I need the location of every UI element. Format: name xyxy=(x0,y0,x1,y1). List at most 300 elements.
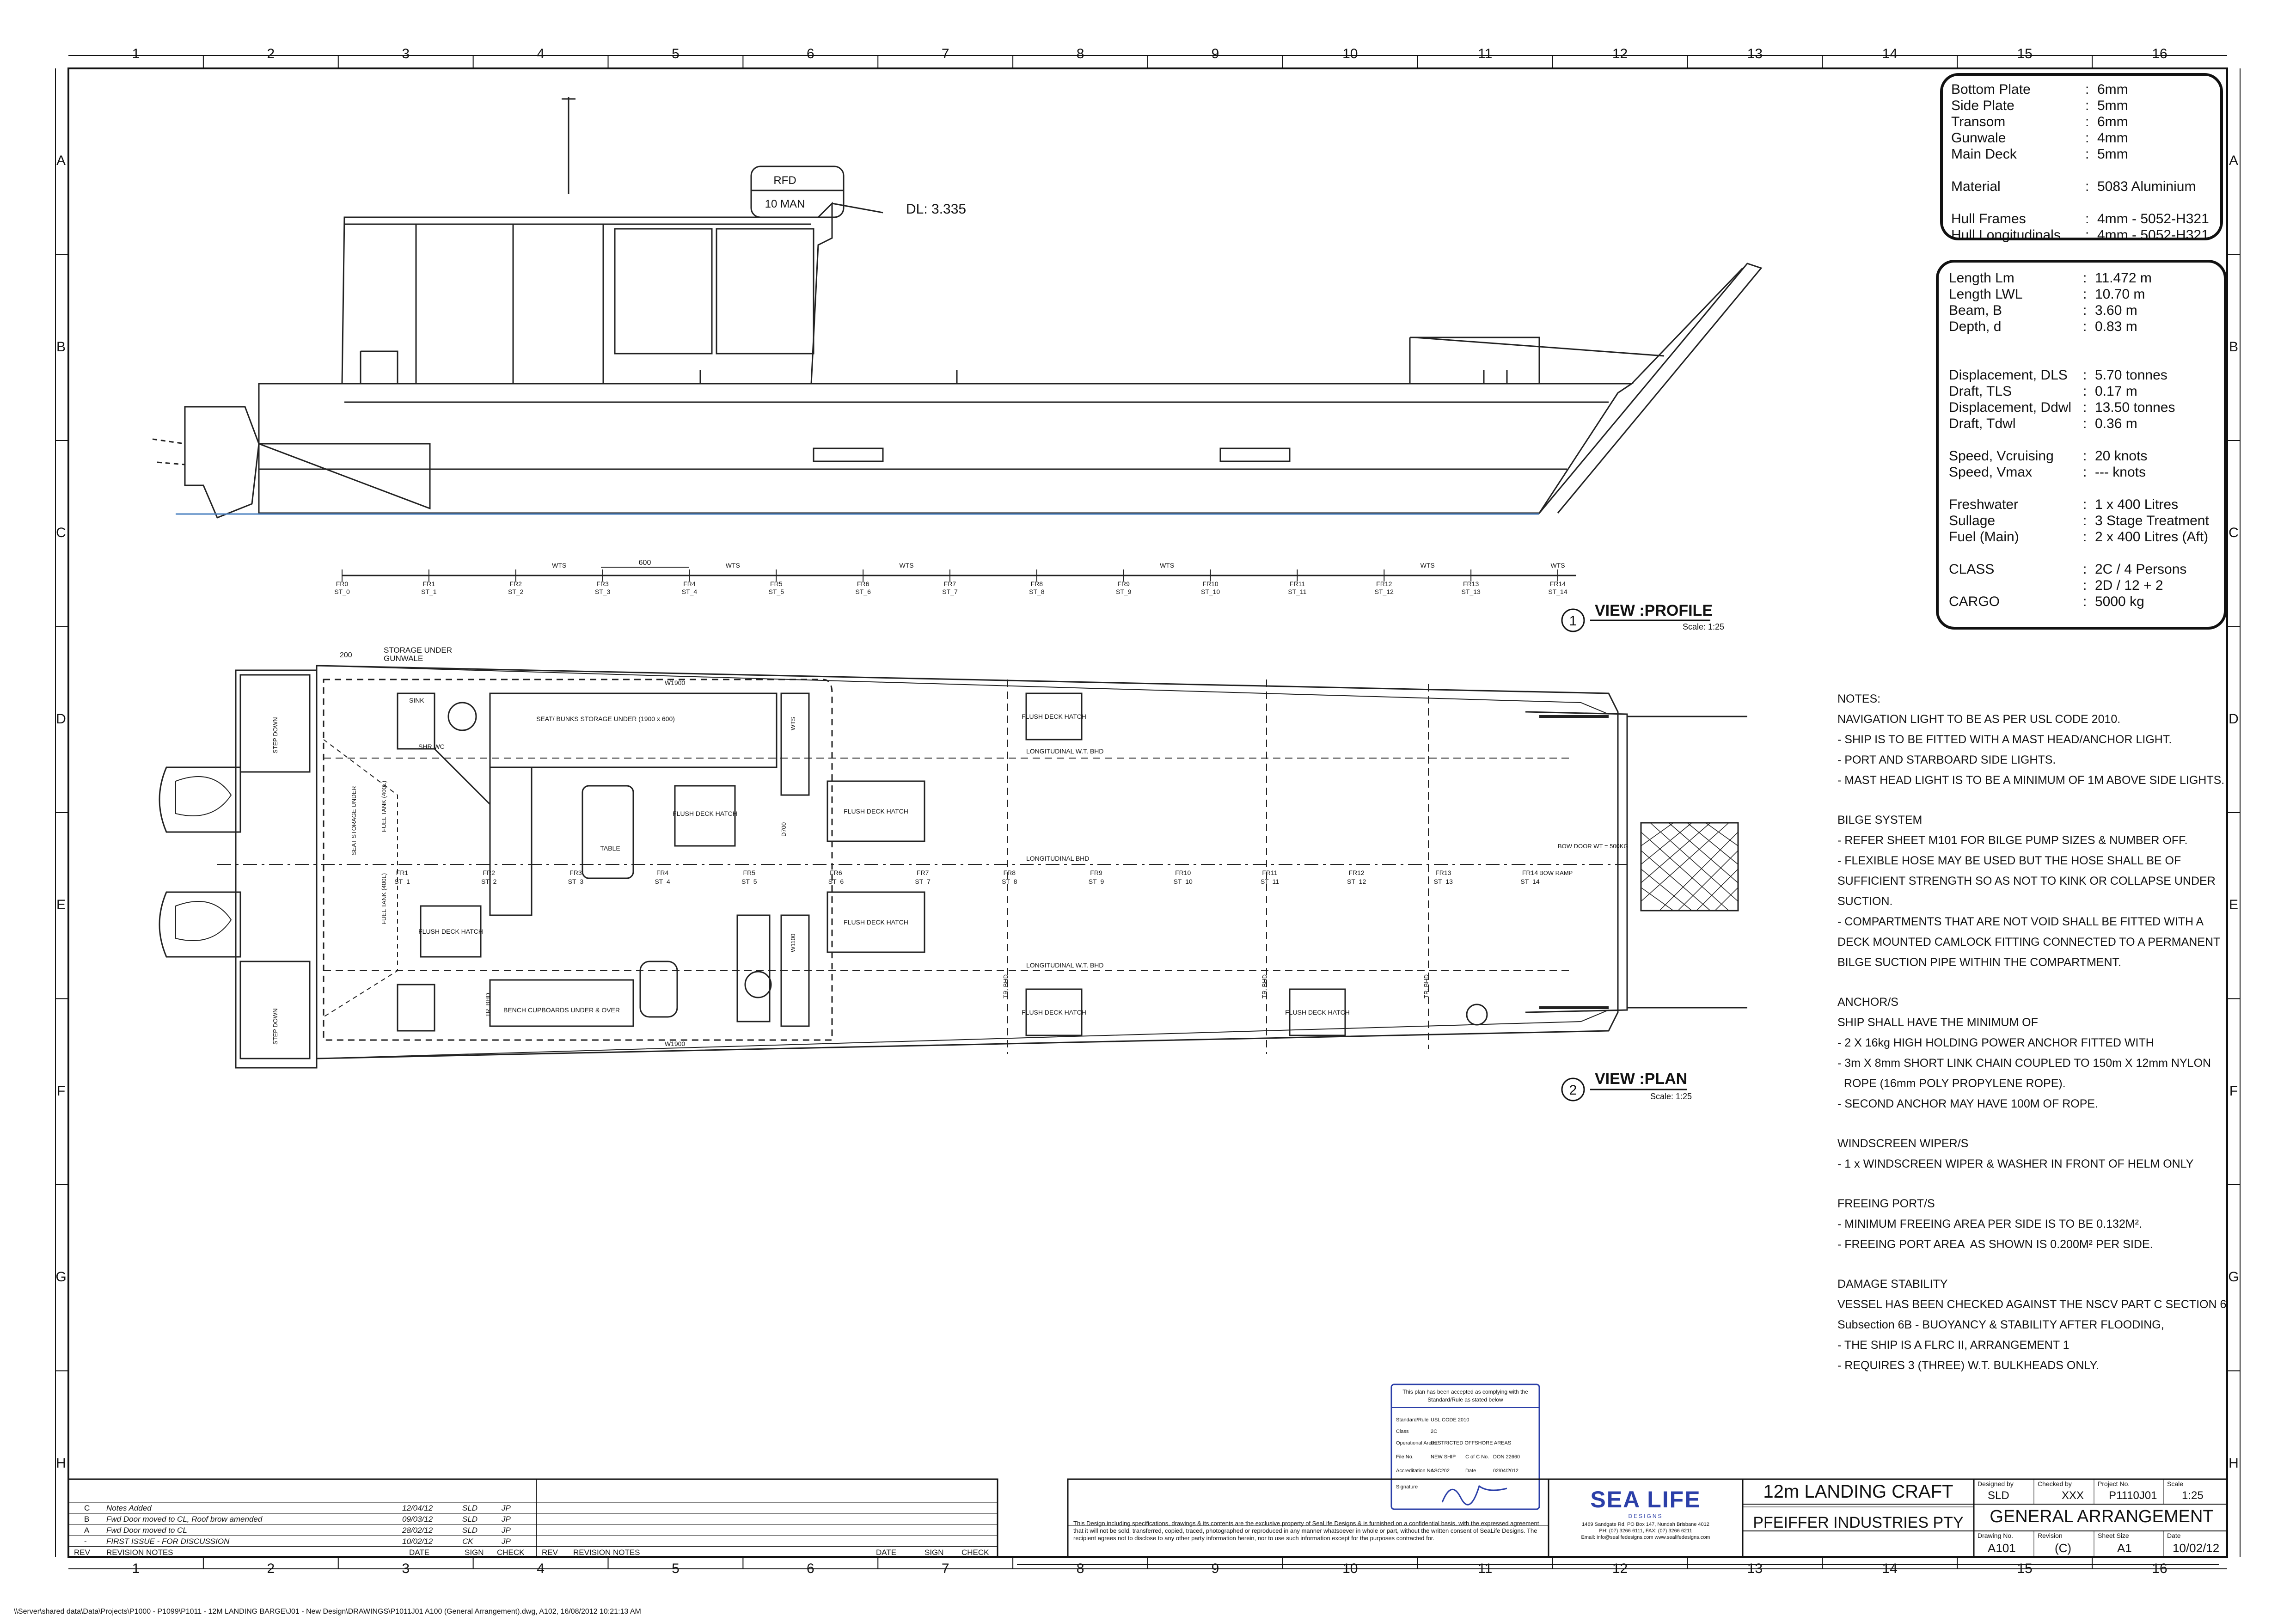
sink-label: SINK xyxy=(409,697,424,704)
spec-value: 6mm xyxy=(2097,82,2128,97)
tr-bhd-1: TR. BHD xyxy=(484,993,491,1017)
project-title: 12m LANDING CRAFT xyxy=(1763,1481,1953,1502)
grid-col-bottom-6: 6 xyxy=(806,1561,814,1576)
grid-row-right-A: A xyxy=(2229,153,2238,169)
notes-heading: FREEING PORT/S xyxy=(1837,1197,1935,1210)
grid-row-right-C: C xyxy=(2229,525,2239,541)
grid-col-top-1: 1 xyxy=(132,46,140,61)
drawing-no-label: Drawing No. xyxy=(1978,1532,2014,1539)
plan-frame-label: FR2 xyxy=(483,869,495,876)
plan-frame-label: FR3 xyxy=(569,869,582,876)
spec-key: Gunwale xyxy=(1951,130,2006,146)
grid-col-bottom-10: 10 xyxy=(1342,1561,1358,1576)
frame-label: FR0 xyxy=(336,580,349,588)
grid-col-bottom-13: 13 xyxy=(1747,1561,1763,1576)
spec-row xyxy=(1949,496,2224,513)
rev-header-date-left: DATE xyxy=(409,1548,430,1557)
frame-label: FR3 xyxy=(596,580,609,588)
spec-value: --- knots xyxy=(2095,465,2146,480)
notes-line: - MINIMUM FREEING AREA PER SIDE IS TO BE 0.132M². xyxy=(1837,1218,2142,1230)
station-label: ST_3 xyxy=(594,588,611,595)
drawing-no: A101 xyxy=(1988,1541,2016,1555)
plan-frame-label: FR11 xyxy=(1262,869,1278,876)
seat-bunks-label: SEAT/ BUNKS STORAGE UNDER (1900 x 600) xyxy=(536,715,675,722)
rev-code: B xyxy=(84,1515,90,1524)
plan-station-label: ST_1 xyxy=(394,878,410,885)
grid-col-bottom-16: 16 xyxy=(2152,1561,2167,1576)
notes-line: DECK MOUNTED CAMLOCK FITTING CONNECTED TO A PERMANENT xyxy=(1837,936,2221,949)
steering-wheel xyxy=(745,972,771,998)
plan-frame-label: FR14 xyxy=(1522,869,1538,876)
rev-code: C xyxy=(84,1504,90,1512)
rev-notes: Fwd Door moved to CL xyxy=(106,1526,187,1535)
spec-row xyxy=(1949,545,2224,561)
spec-key xyxy=(1951,162,2085,178)
spec-colon: : xyxy=(2083,562,2087,577)
spec-row xyxy=(1949,594,2224,610)
date-label: Date xyxy=(2167,1532,2181,1539)
grid-col-top-7: 7 xyxy=(941,46,949,61)
spec-colon: : xyxy=(2085,147,2089,162)
grid-row-right-D: D xyxy=(2229,711,2239,727)
design-line-label: DL: 3.335 xyxy=(906,202,967,217)
liferaft-label-bottom: 10 MAN xyxy=(765,198,805,210)
checked-by-label: Checked by xyxy=(2038,1480,2072,1487)
rev-header-sign-left: SIGN xyxy=(465,1548,484,1557)
spec-key: Beam, B xyxy=(1949,303,2002,318)
plan-view-title: VIEW :PLAN xyxy=(1595,1070,1688,1088)
spec-colon xyxy=(2083,351,2095,367)
grid-col-top-10: 10 xyxy=(1342,46,1358,61)
plan-station-label: ST_13 xyxy=(1433,878,1453,885)
rev-code: A xyxy=(84,1526,90,1535)
designed-by-label: Designed by xyxy=(1978,1480,2014,1487)
stamp-key: C of C No. xyxy=(1465,1454,1489,1460)
station-label: ST_10 xyxy=(1200,588,1220,595)
plan-station-label: ST_2 xyxy=(481,878,497,885)
frame-spacing-dim: 600 xyxy=(638,559,651,567)
plan-station-label: ST_3 xyxy=(568,878,584,885)
spec-colon: : xyxy=(2083,465,2087,480)
notes-line: - 1 x WINDSCREEN WIPER & WASHER IN FRONT OF HELM ONLY xyxy=(1837,1157,2194,1170)
flush-hatch-label-7: FLUSH DECK HATCH xyxy=(1285,1009,1350,1016)
plan-frame-label: FR13 xyxy=(1435,869,1451,876)
rev-header-check-right: CHECK xyxy=(961,1548,989,1557)
project-no: P1110J01 xyxy=(2109,1489,2157,1502)
grid-col-bottom-9: 9 xyxy=(1211,1561,1219,1576)
spec-colon xyxy=(2083,335,2095,351)
tr-bhd-4: TR. BHD xyxy=(1423,974,1430,998)
spec-row xyxy=(1951,227,2220,243)
spec-row xyxy=(1949,529,2224,545)
station-label: ST_9 xyxy=(1115,588,1132,595)
spec-key xyxy=(1949,432,2083,448)
stamp-key: Standard/Rule xyxy=(1396,1417,1429,1423)
bow-door-label: BOW DOOR WT = 500KG xyxy=(1558,843,1629,850)
station-label: ST_0 xyxy=(334,588,350,595)
spec-colon: : xyxy=(2083,319,2087,334)
notes-line: SUCTION. xyxy=(1837,895,1893,908)
notes-line: - PORT AND STARBOARD SIDE LIGHTS. xyxy=(1837,753,2056,766)
wts-marker: WTS xyxy=(899,562,914,569)
grid-col-bottom-11: 11 xyxy=(1478,1561,1493,1576)
plan-station-label: ST_10 xyxy=(1173,878,1193,885)
plan-frame-label: FR8 xyxy=(1003,869,1016,876)
spec-key xyxy=(1949,545,2083,561)
spec-key: Length LWL xyxy=(1949,287,2023,302)
spec-key: Length Lm xyxy=(1949,270,2014,286)
spec-row xyxy=(1949,383,2224,399)
step-down-top: STEP DOWN xyxy=(272,717,279,753)
station-label: ST_2 xyxy=(508,588,524,595)
spec-row xyxy=(1949,318,2224,335)
cabin-outline-plan xyxy=(324,679,832,1040)
hull-outline xyxy=(259,384,1632,513)
approval-stamp xyxy=(1391,1384,1539,1509)
plan-frame-label: FR10 xyxy=(1175,869,1191,876)
spec-key: Sullage xyxy=(1949,513,1996,528)
spec-key: Draft, Tdwl xyxy=(1949,416,2016,431)
w1900-bottom: W1900 xyxy=(664,1040,686,1047)
spec-row xyxy=(1949,480,2224,496)
grid-col-top-3: 3 xyxy=(402,46,410,61)
spec-value: 13.50 tonnes xyxy=(2095,400,2175,415)
stamp-key: Class xyxy=(1396,1429,1409,1434)
station-label: ST_12 xyxy=(1374,588,1394,595)
spec-value: 3.60 m xyxy=(2095,303,2137,318)
spec-key: Transom xyxy=(1951,114,2006,129)
bow-ramp-label: BOW RAMP xyxy=(1539,869,1573,876)
spec-colon: : xyxy=(2083,384,2087,399)
spec-row xyxy=(1951,81,2220,98)
wts-marker: WTS xyxy=(552,562,567,569)
toilet xyxy=(448,703,476,730)
spec-value: 6mm xyxy=(2097,114,2128,129)
spec-colon: : xyxy=(2083,303,2087,318)
rev-header-sign-right: SIGN xyxy=(925,1548,944,1557)
spec-row xyxy=(1949,416,2224,432)
spec-value: 1 x 400 Litres xyxy=(2095,497,2179,512)
d700-label: D700 xyxy=(780,822,787,837)
spec-row xyxy=(1949,351,2224,367)
profile-view-scale: Scale: 1:25 xyxy=(1683,622,1725,631)
rev-date: 09/03/12 xyxy=(402,1515,433,1524)
cabin-window-1 xyxy=(615,229,712,354)
spec-colon xyxy=(2083,432,2095,448)
stamp-header-2: Standard/Rule as stated below xyxy=(1427,1396,1503,1403)
drawing-title: GENERAL ARRANGEMENT xyxy=(1990,1507,2214,1526)
station-label: ST_5 xyxy=(768,588,784,595)
notes-line: SUFFICIENT STRENGTH SO AS NOT TO KINK OR COLLAPSE UNDER xyxy=(1837,875,2216,888)
notes-line: - 2 X 16kg HIGH HOLDING POWER ANCHOR FITTED WITH xyxy=(1837,1036,2154,1049)
helm-seat xyxy=(640,961,677,1017)
spec-colon: : xyxy=(2085,98,2089,113)
project-no-label: Project No. xyxy=(2098,1480,2130,1487)
notes-line: - SHIP IS TO BE FITTED WITH A MAST HEAD/ANCHOR LIGHT. xyxy=(1837,733,2172,746)
notes-line: - FREEING PORT AREA AS SHOWN IS 0.200M² PER SIDE. xyxy=(1837,1238,2153,1251)
notes-line: - FLEXIBLE HOSE MAY BE USED BUT THE HOSE SHALL BE OF xyxy=(1837,854,2181,867)
designed-by: SLD xyxy=(1988,1489,2009,1502)
notes-line: - THE SHIP IS A FLRC II, ARRANGEMENT 1 xyxy=(1837,1339,2069,1352)
grid-col-top-2: 2 xyxy=(267,46,275,61)
spec-colon xyxy=(2083,480,2095,496)
spec-colon: : xyxy=(2083,367,2087,383)
plan-frame-label: FR7 xyxy=(916,869,929,876)
frame-label: FR1 xyxy=(422,580,435,588)
plan-station-label: ST_5 xyxy=(741,878,757,885)
spec-value: 4mm - 5052-H321 xyxy=(2097,211,2209,226)
spec-value: 5.70 tonnes xyxy=(2095,367,2167,383)
spec-colon: : xyxy=(2083,594,2087,609)
notes-heading: NOTES: xyxy=(1837,692,1881,705)
w1100-label: W1100 xyxy=(790,933,796,952)
storage-gunwale-1: STORAGE UNDER xyxy=(384,646,452,655)
plan-view-number: 2 xyxy=(1569,1083,1577,1098)
spec-value: 0.36 m xyxy=(2095,416,2137,431)
grid-col-bottom-15: 15 xyxy=(2017,1561,2033,1576)
spec-key: Freshwater xyxy=(1949,497,2019,512)
stamp-value: DON 22660 xyxy=(1493,1454,1520,1460)
rev-header-notes-left: REVISION NOTES xyxy=(106,1548,173,1557)
stamp-value: 02/04/2012 xyxy=(1493,1468,1519,1474)
grid-row-right-B: B xyxy=(2229,339,2238,355)
step-down-bottom: STEP DOWN xyxy=(272,1008,279,1045)
station-label: ST_6 xyxy=(855,588,871,595)
frame-station-scale xyxy=(334,559,1576,595)
helm-console xyxy=(737,915,770,1022)
rev-sign: CK xyxy=(462,1537,473,1546)
spec-row xyxy=(1949,286,2224,302)
grid-row-left-B: B xyxy=(56,339,66,355)
plan-frame-label: FR1 xyxy=(396,869,409,876)
spec-key xyxy=(1949,480,2083,496)
plan-station-label: ST_11 xyxy=(1260,878,1280,885)
spec-colon: : xyxy=(2083,513,2087,528)
company-logo-area xyxy=(1553,1486,1738,1541)
plan-station-label: ST_9 xyxy=(1088,878,1104,885)
station-label: ST_8 xyxy=(1029,588,1045,595)
rev-sign: SLD xyxy=(462,1526,478,1535)
rev-date: 10/02/12 xyxy=(402,1537,433,1546)
spec-key: CARGO xyxy=(1949,594,2000,609)
spec-row xyxy=(1951,178,2220,195)
notes-heading: ANCHOR/S xyxy=(1837,996,1898,1009)
flush-hatch-label-1: FLUSH DECK HATCH xyxy=(673,810,737,817)
plan-hull-outline xyxy=(317,666,1618,1059)
plan-view-scale: Scale: 1:25 xyxy=(1650,1092,1692,1101)
rev-date: 28/02/12 xyxy=(402,1526,433,1535)
stamp-header-1: This plan has been accepted as complying with the xyxy=(1402,1389,1528,1395)
spec-value: 5000 kg xyxy=(2095,594,2144,609)
scale-label: Scale xyxy=(2167,1480,2184,1487)
profile-view-number: 1 xyxy=(1569,613,1577,629)
grid-row-left-H: H xyxy=(56,1455,66,1471)
grid-row-left-F: F xyxy=(56,1083,66,1099)
spec-value: 5mm xyxy=(2097,147,2128,162)
spec-colon: : xyxy=(2085,179,2089,194)
spec-key: Side Plate xyxy=(1951,98,2014,113)
flush-hatch-label-3: FLUSH DECK HATCH xyxy=(844,918,908,926)
rev-notes: Notes Added xyxy=(106,1504,152,1512)
spec-row xyxy=(1951,130,2220,146)
notes-line: VESSEL HAS BEEN CHECKED AGAINST THE NSCV PART C SECTION 6 xyxy=(1837,1298,2227,1311)
spec-key xyxy=(1949,351,2083,367)
wts-marker: WTS xyxy=(725,562,740,569)
grid-col-top-11: 11 xyxy=(1478,46,1493,61)
spec-row xyxy=(1951,211,2220,227)
rev-code: - xyxy=(84,1537,87,1546)
notes-line: - REQUIRES 3 (THREE) W.T. BULKHEADS ONLY. xyxy=(1837,1359,2099,1372)
frame-label: FR6 xyxy=(857,580,869,588)
spec-colon: : xyxy=(2083,448,2087,464)
spec-value: 0.83 m xyxy=(2095,319,2137,334)
bow-ramp-plan xyxy=(1641,823,1738,911)
grid-col-bottom-7: 7 xyxy=(941,1561,949,1576)
rev-header-date-right: DATE xyxy=(876,1548,897,1557)
grid-col-bottom-2: 2 xyxy=(267,1561,275,1576)
flush-hatch-label-5: FLUSH DECK HATCH xyxy=(1022,713,1086,720)
spec-row xyxy=(1949,270,2224,286)
spec-colon: : xyxy=(2083,497,2087,512)
notes-line: - COMPARTMENTS THAT ARE NOT VOID SHALL BE FITTED WITH A xyxy=(1837,915,2204,928)
frame-label: FR14 xyxy=(1549,580,1566,588)
company-address: 1469 Sandgate Rd, PO Box 147, Nundah Brisbane 4012 xyxy=(1582,1522,1709,1527)
grid-col-bottom-12: 12 xyxy=(1612,1561,1628,1576)
spec-key: Draft, TLS xyxy=(1949,384,2012,399)
seat-bunk-top xyxy=(490,693,777,767)
company-email: Email: info@sealifedesigns.com www.sealifedesigns.com xyxy=(1581,1535,1710,1540)
plan-station-label: ST_4 xyxy=(655,878,670,885)
spec-colon: : xyxy=(2083,529,2087,545)
spec-colon xyxy=(2083,545,2095,561)
frame-label: FR9 xyxy=(1117,580,1130,588)
plan-frame-label: FR12 xyxy=(1348,869,1365,876)
plan-station-label: ST_8 xyxy=(1002,878,1017,885)
grid-col-top-8: 8 xyxy=(1076,46,1084,61)
spec-row xyxy=(1949,399,2224,416)
grid-row-left-A: A xyxy=(56,153,66,169)
flush-hatch-label-6: FLUSH DECK HATCH xyxy=(1022,1009,1086,1016)
cabin-window-2 xyxy=(716,229,814,354)
wts-marker: WTS xyxy=(1160,562,1175,569)
spec-colon xyxy=(2085,195,2097,211)
spec-row xyxy=(1951,195,2220,211)
grid-col-top-9: 9 xyxy=(1211,46,1219,61)
table-label: TABLE xyxy=(600,845,620,852)
particulars-box xyxy=(1936,260,2227,630)
rev-date: 12/04/12 xyxy=(402,1504,433,1512)
grid-col-bottom-3: 3 xyxy=(402,1561,410,1576)
grid-col-bottom-4: 4 xyxy=(537,1561,545,1576)
spec-row xyxy=(1951,114,2220,130)
stamp-key: Operational Areas xyxy=(1396,1440,1437,1446)
rev-check: JP xyxy=(502,1537,511,1546)
sheet-size: A1 xyxy=(2117,1541,2132,1555)
spec-key: Displacement, Ddwl xyxy=(1949,400,2072,415)
grid-col-top-5: 5 xyxy=(672,46,680,61)
spec-colon: : xyxy=(2083,416,2087,431)
company-logo-sub: DESIGNS xyxy=(1628,1513,1663,1519)
spec-row xyxy=(1949,302,2224,318)
spec-colon: : xyxy=(2085,130,2089,146)
notes-heading: DAMAGE STABILITY xyxy=(1837,1278,1948,1291)
sink-bench xyxy=(398,985,435,1031)
notes-line: BILGE SUCTION PIPE WITHIN THE COMPARTMENT. xyxy=(1837,956,2121,969)
spec-value: 3 Stage Treatment xyxy=(2095,513,2209,528)
drawing-scale: 1:25 xyxy=(2182,1489,2204,1502)
grid-row-right-H: H xyxy=(2229,1455,2239,1471)
spec-key: Bottom Plate xyxy=(1951,82,2031,97)
frame-label: FR13 xyxy=(1463,580,1479,588)
grid-col-bottom-8: 8 xyxy=(1076,1561,1084,1576)
revision: (C) xyxy=(2055,1541,2072,1555)
spec-key: Speed, Vcruising xyxy=(1949,448,2054,464)
grid-col-top-12: 12 xyxy=(1612,46,1628,61)
station-label: ST_4 xyxy=(681,588,698,595)
spec-key: Depth, d xyxy=(1949,319,2002,334)
rev-check: JP xyxy=(502,1504,511,1512)
checked-by: XXX xyxy=(2062,1489,2084,1502)
station-label: ST_7 xyxy=(942,588,958,595)
spec-value: 4mm - 5052-H321 xyxy=(2097,227,2209,243)
grid-col-top-13: 13 xyxy=(1747,46,1763,61)
plan-station-label: ST_14 xyxy=(1520,878,1540,885)
rev-header-check-left: CHECK xyxy=(497,1548,525,1557)
notes-line: - MAST HEAD LIGHT IS TO BE A MINIMUM OF 1M ABOVE SIDE LIGHTS. xyxy=(1837,774,2225,787)
station-label: ST_13 xyxy=(1461,588,1481,595)
grid-row-right-G: G xyxy=(2228,1269,2239,1285)
file-path: \\Server\shared data\Data\Projects\P1000 - P1099\P1011 - 12M LANDING BARGE\J01 - New Design\DRAWINGS\P1011J01 A100 (General Arrangement).dwg, A102, 16/08/2012 10:21:13 AM xyxy=(14,1608,641,1616)
grid-col-bottom-5: 5 xyxy=(672,1561,680,1576)
plan-station-label: ST_12 xyxy=(1347,878,1366,885)
grid-col-top-16: 16 xyxy=(2152,46,2167,61)
grid-col-bottom-14: 14 xyxy=(1882,1561,1898,1576)
spec-row xyxy=(1951,98,2220,114)
revision-label: Revision xyxy=(2038,1532,2063,1539)
stamp-key: File No. xyxy=(1396,1454,1414,1460)
plan-view-label xyxy=(1562,1070,1692,1101)
station-label: ST_11 xyxy=(1288,588,1307,595)
spec-colon: : xyxy=(2085,114,2089,129)
spec-key xyxy=(1951,195,2085,211)
stamp-value: USL CODE 2010 xyxy=(1431,1417,1469,1423)
general-notes xyxy=(1837,689,2253,1376)
liferaft-label-top: RFD xyxy=(773,174,796,187)
spec-key: Speed, Vmax xyxy=(1949,465,2033,480)
company-logo: SEA LIFE xyxy=(1590,1487,1701,1512)
notes-line: ROPE (16mm POLY PROPYLENE ROPE). xyxy=(1837,1077,2066,1090)
notes-line: - REFER SHEET M101 FOR BILGE PUMP SIZES & NUMBER OFF. xyxy=(1837,834,2188,847)
signature xyxy=(1442,1486,1507,1505)
rev-notes: Fwd Door moved to CL, Roof brow amended xyxy=(106,1515,263,1524)
wts-marker: WTS xyxy=(1420,562,1435,569)
grid-col-bottom-1: 1 xyxy=(132,1561,140,1576)
plan-frame-label: FR9 xyxy=(1090,869,1102,876)
rev-check: JP xyxy=(502,1526,511,1535)
frame-label: FR10 xyxy=(1202,580,1218,588)
rev-sign: SLD xyxy=(462,1504,478,1512)
grid-row-left-G: G xyxy=(55,1269,67,1285)
spec-value: 2 x 400 Litres (Aft) xyxy=(2095,529,2209,545)
plan-station-label: ST_6 xyxy=(828,878,844,885)
frame-label: FR11 xyxy=(1289,580,1305,588)
spec-value: 11.472 m xyxy=(2095,270,2152,286)
plan-frame-label: FR4 xyxy=(656,869,669,876)
stamp-key: Signature xyxy=(1396,1484,1418,1490)
profile-view-label xyxy=(1562,602,1724,631)
spec-value: 10.70 m xyxy=(2095,287,2145,302)
notes-line: SHIP SHALL HAVE THE MINIMUM OF xyxy=(1837,1016,2038,1029)
